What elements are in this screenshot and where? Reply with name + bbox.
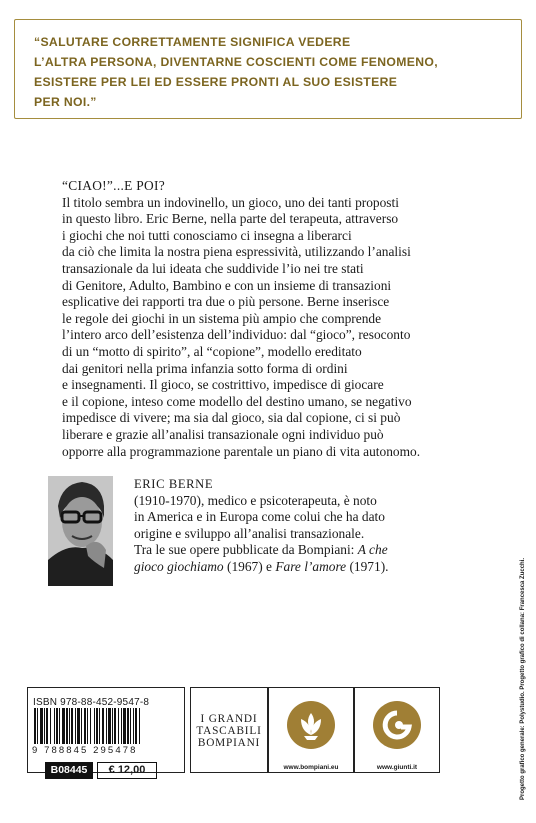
series-line: TASCABILI bbox=[196, 725, 262, 737]
series-name bbox=[190, 713, 268, 749]
quote-line: “SALUTARE CORRETTAMENTE SIGNIFICA VEDERE bbox=[34, 35, 351, 49]
giunti-url: www.giunti.it bbox=[376, 764, 418, 771]
blurb-line: opporre alla programmazione parentale un piano di vita autonomo. bbox=[62, 443, 421, 459]
blurb-line: impedisce di vivere; ma sia dal gioco, sia dal copione, ci si può bbox=[62, 410, 401, 426]
series-line: I GRANDI bbox=[200, 713, 258, 725]
blurb-line: di Genitore, Adulto, Bambino e con un insieme di transazioni bbox=[62, 277, 392, 293]
bompiani-logo bbox=[287, 701, 335, 749]
author-portrait bbox=[48, 476, 113, 586]
works-intro: Tra le sue opere pubblicate da Bompiani: bbox=[134, 542, 355, 558]
quote-line: L’ALTRA PERSONA, DIVENTARNE COSCIENTI COME FENOMENO, bbox=[34, 55, 438, 69]
blurb-line: esplicative dei rapporti tra due o più persone. Berne inserisce bbox=[62, 294, 390, 310]
blurb-line: l’intero arco dell’esistenza dell’individuo: dal “gioco”, resoconto bbox=[62, 327, 411, 343]
work-title: Fare l’amore bbox=[275, 558, 347, 574]
blurb-line: di un “motto di spirito”, al “copione”, modello ereditato bbox=[62, 343, 362, 359]
book-code: B08445 bbox=[45, 762, 93, 779]
blurb-line: i giochi che noi tutti conosciamo ci insegna a liberarci bbox=[62, 227, 352, 243]
blurb-line: Il titolo sembra un indovinello, un gioco, uno dei tanti proposti bbox=[62, 194, 399, 210]
barcode bbox=[30, 708, 180, 745]
design-credits: Progetto grafico generale: Polystudio. Progetto grafico di collana: Francesca Zucchi. bbox=[520, 557, 526, 800]
series-line: BOMPIANI bbox=[197, 737, 261, 749]
blurb-line: e il copione, inteso come modello del destino umano, se negativo bbox=[62, 393, 412, 409]
price: € 12,00 bbox=[97, 762, 157, 779]
blurb-line: liberare e grazie all’analisi transazionale ogni individuo può bbox=[62, 426, 384, 442]
work-year: (1971). bbox=[346, 558, 389, 574]
blurb-line: transazionale da lui ideata che suddivide l’io nei tre stati bbox=[62, 260, 364, 276]
bompiani-url: www.bompiani.eu bbox=[283, 764, 339, 771]
bio-works bbox=[134, 542, 474, 559]
blurb-line: dai genitori nella prima infanzia sotto forma di ordini bbox=[62, 360, 348, 376]
blurb-line: le regole dei giochi in un sistema più ampio che comprende bbox=[62, 310, 382, 326]
blurb-title: “CIAO!”...E POI? bbox=[62, 178, 165, 193]
bio-works-cont bbox=[134, 559, 474, 576]
blurb-line: in questo libro. Eric Berne, nella parte del terapeuta, attraverso bbox=[62, 211, 399, 227]
author-bio bbox=[134, 476, 474, 576]
isbn: ISBN 978-88-452-9547-8 bbox=[33, 697, 150, 708]
work-year: (1967) e bbox=[223, 558, 276, 574]
quote-line: ESISTERE PER LEI ED ESSERE PRONTI AL SUO ESISTERE bbox=[34, 75, 398, 89]
blurb-line: e insegnamenti. Il gioco, se costrittivo, impedisce di giocare bbox=[62, 377, 384, 393]
giunti-logo bbox=[373, 701, 421, 749]
bio-line: in America e in Europa come colui che ha dato bbox=[134, 509, 385, 525]
back-cover-quote bbox=[34, 32, 504, 112]
work-title: A che bbox=[357, 542, 388, 558]
bio-line: (1910-1970), medico e psicoterapeuta, è noto bbox=[134, 492, 377, 508]
author-name: ERIC BERNE bbox=[134, 477, 214, 491]
quote-line: PER NOI.” bbox=[34, 95, 97, 109]
blurb-line: da ciò che limita la nostra piena espressività, utilizzando l’analisi bbox=[62, 244, 411, 260]
ean-digits: 9 788845 295478 bbox=[32, 745, 138, 756]
work-title: gioco giochiamo bbox=[134, 558, 224, 574]
bio-line: origine e sviluppo all’analisi transazionale. bbox=[134, 525, 365, 541]
blurb bbox=[62, 178, 472, 460]
